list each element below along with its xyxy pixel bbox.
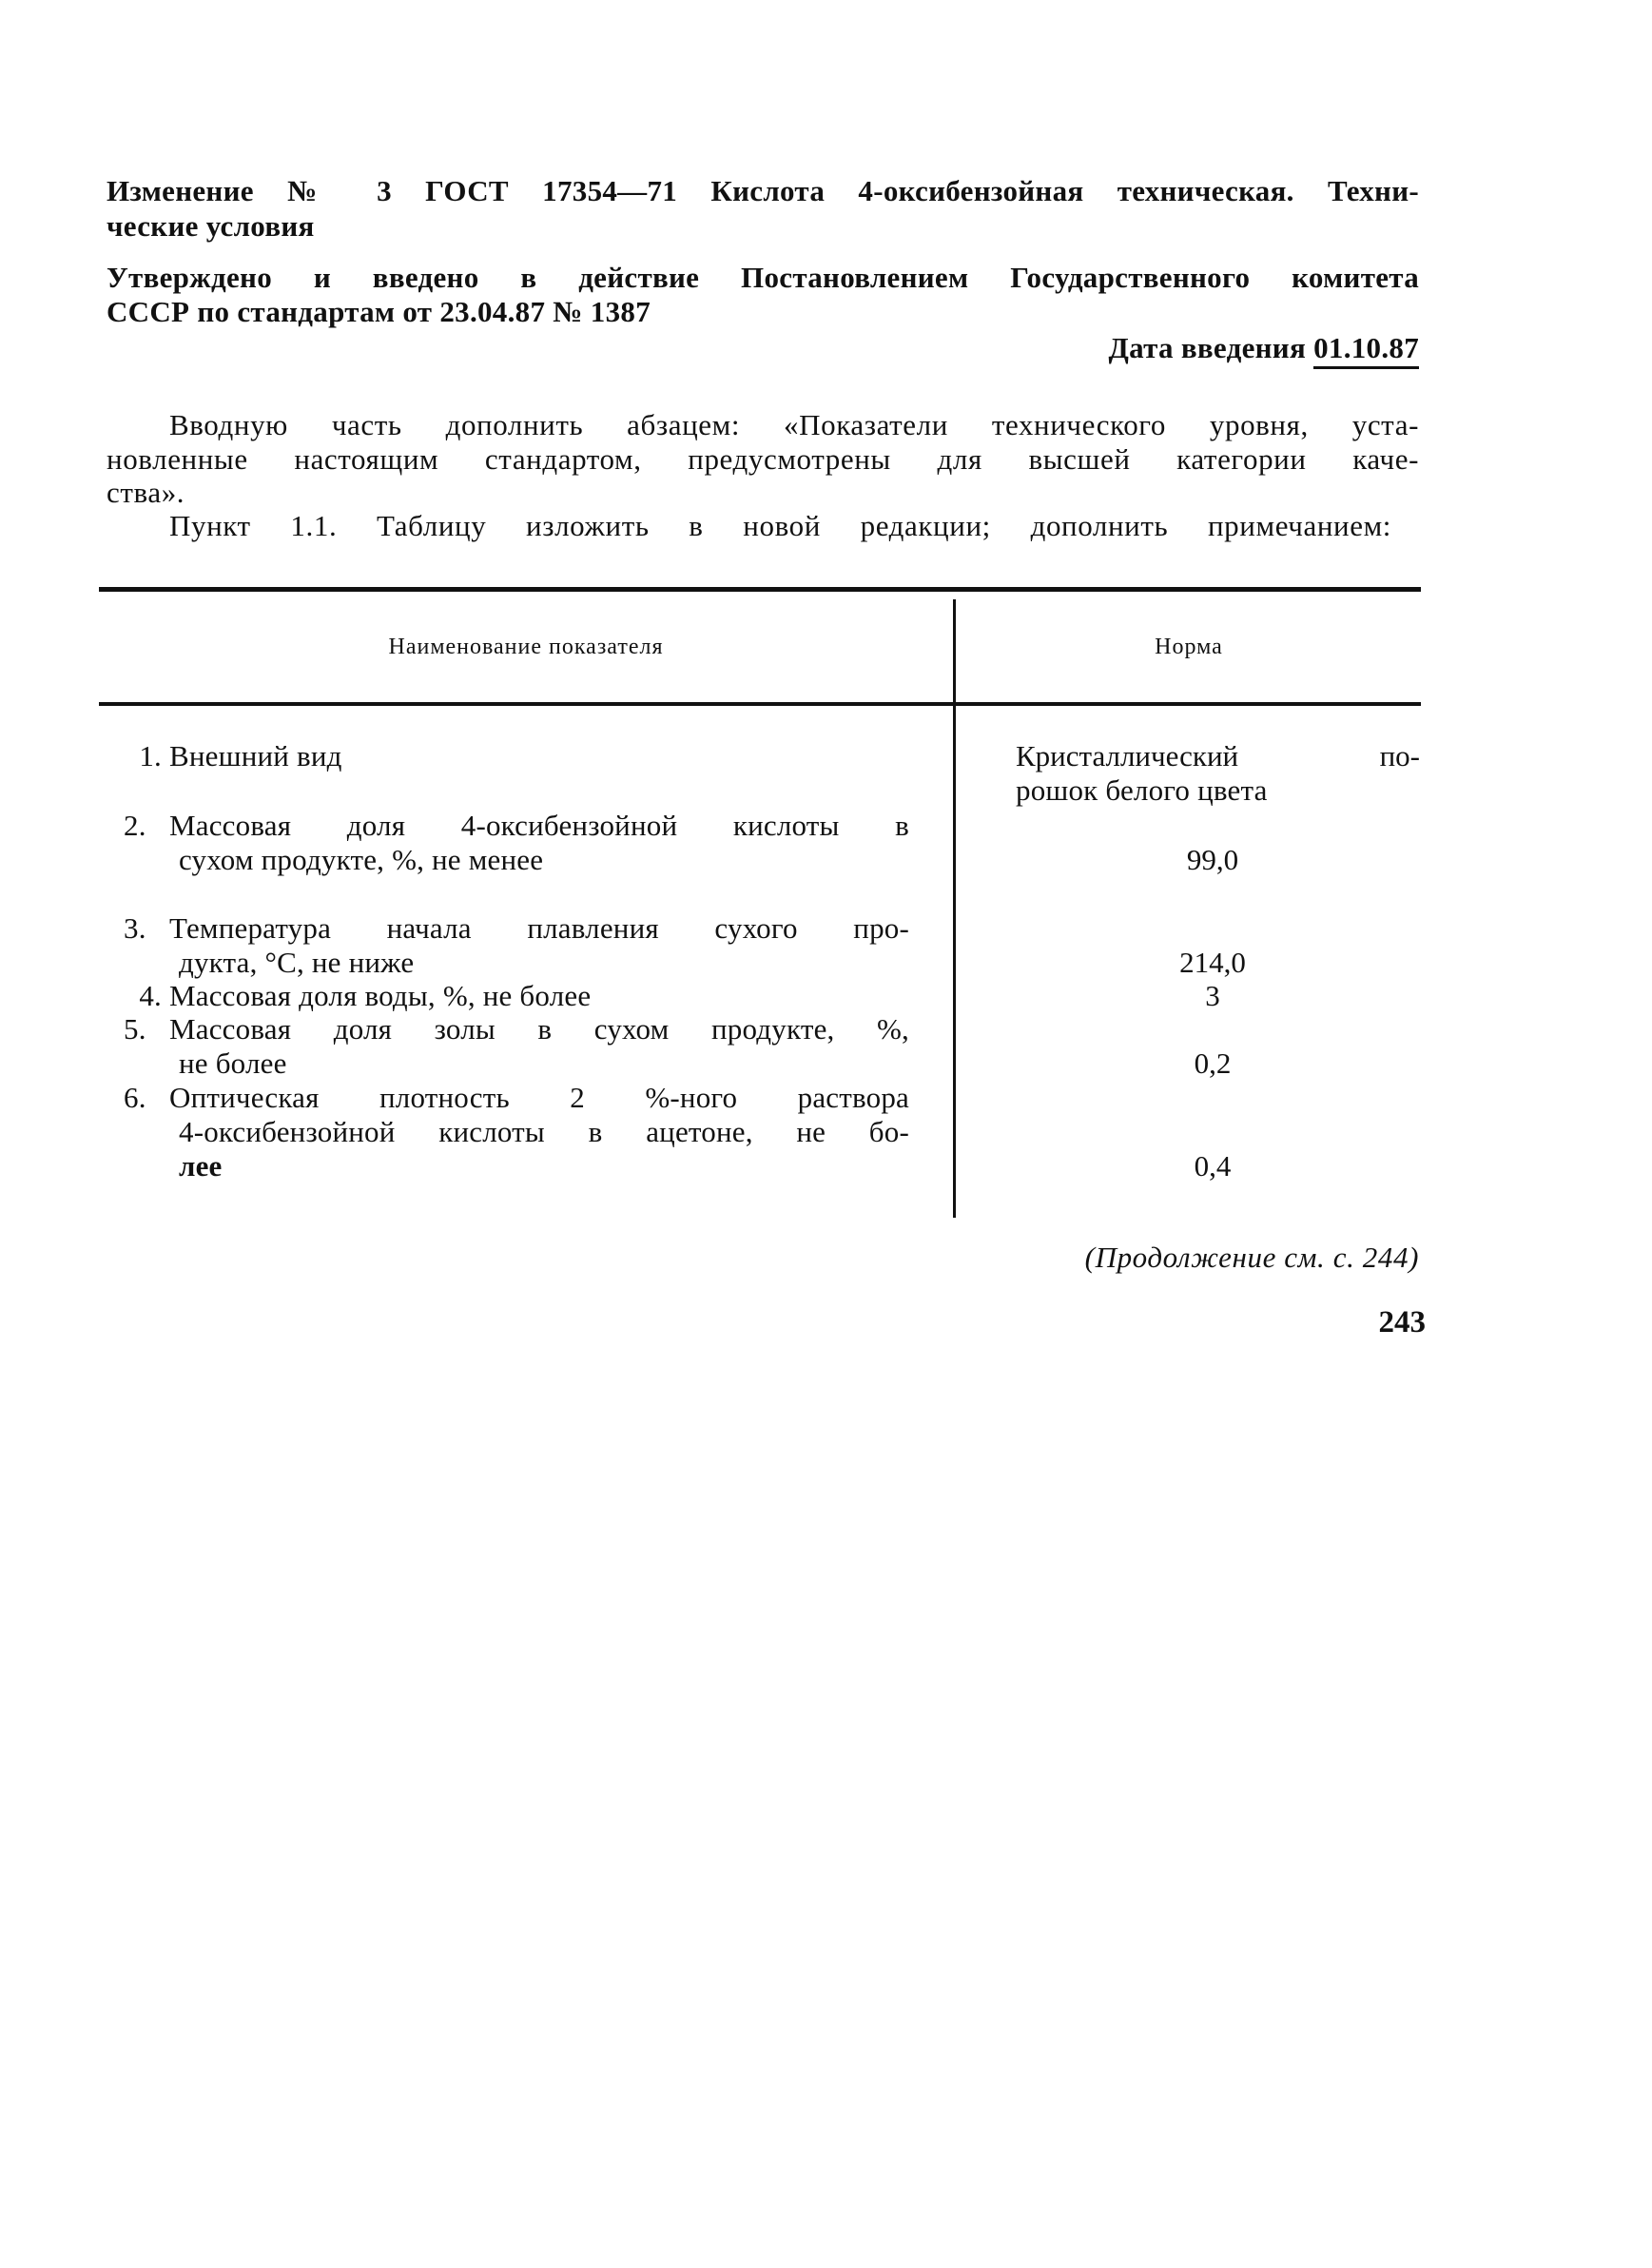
table-row-5-name-line-1: 5. Массовая доля золы в сухом продукте, %, [124,1012,909,1046]
table-row-4-name: 4. Массовая доля воды, %, не более [139,979,592,1012]
table-row-1-norm-line-1: Кристаллический по- [1016,739,1420,772]
table-row-2-norm: 99,0 [1186,843,1239,876]
intro-line-1: Вводную часть дополнить абзацем: «Показатели технического уровня, уста- [169,408,1419,441]
effective-date [1108,331,1419,365]
table-row-3-norm: 214,0 [1179,946,1246,979]
table-row-6-name-line-3: лее [179,1149,223,1183]
table-row-6-name-line-1: 6. Оптическая плотность 2 %-ного раствора [124,1081,909,1114]
page-number: 243 [1378,1305,1426,1339]
effective-date-value: 01.10.87 [1313,331,1419,369]
amendment-title-line-2: ческие условия [107,209,315,243]
table-row-6-name-line-2: 4-оксибензойной кислоты в ацетоне, не бо- [179,1115,909,1148]
table-column-divider [953,599,956,1218]
table-row-2-name-line-2: сухом продукте, %, не менее [179,843,544,876]
table-row-1-name: 1. Внешний вид [139,739,342,772]
column-header-name: Наименование показателя [388,635,664,659]
clause-text: Пункт 1.1. Таблицу изложить в новой редакции; дополнить примечанием: [169,509,1391,542]
table-header-rule [99,702,1421,706]
table-row-6-norm: 0,4 [1194,1149,1232,1183]
table-row-2-name-line-1: 2. Массовая доля 4-оксибензойной кислоты в [124,809,909,842]
table-top-rule [99,587,1421,592]
table-row-4-norm: 3 [1205,979,1220,1012]
approval-line-2: СССР по стандартам от 23.04.87 № 1387 [107,295,651,328]
amendment-title-line-1: Изменение № 3 ГОСТ 17354—71 Кислота 4-оксибензойная техническая. Техни- [107,174,1419,207]
table-row-1-norm-line-2: рошок белого цвета [1016,773,1268,807]
column-header-norm: Норма [1155,635,1223,659]
table-row-3-name-line-2: дукта, °С, не ниже [179,946,415,979]
table-row-5-name-line-2: не более [179,1046,287,1080]
approval-line-1: Утверждено и введено в действие Постановлением Государственного комитета [107,261,1419,294]
intro-line-2: новленные настоящим стандартом, предусмотрены для высшей категории каче- [107,442,1419,476]
continuation-note: (Продолжение см. с. 244) [1084,1241,1419,1274]
effective-date-label: Дата введения [1108,331,1307,364]
intro-line-3: ства». [107,476,185,509]
table-row-3-name-line-1: 3. Температура начала плавления сухого про- [124,911,909,945]
table-row-5-norm: 0,2 [1194,1046,1232,1080]
